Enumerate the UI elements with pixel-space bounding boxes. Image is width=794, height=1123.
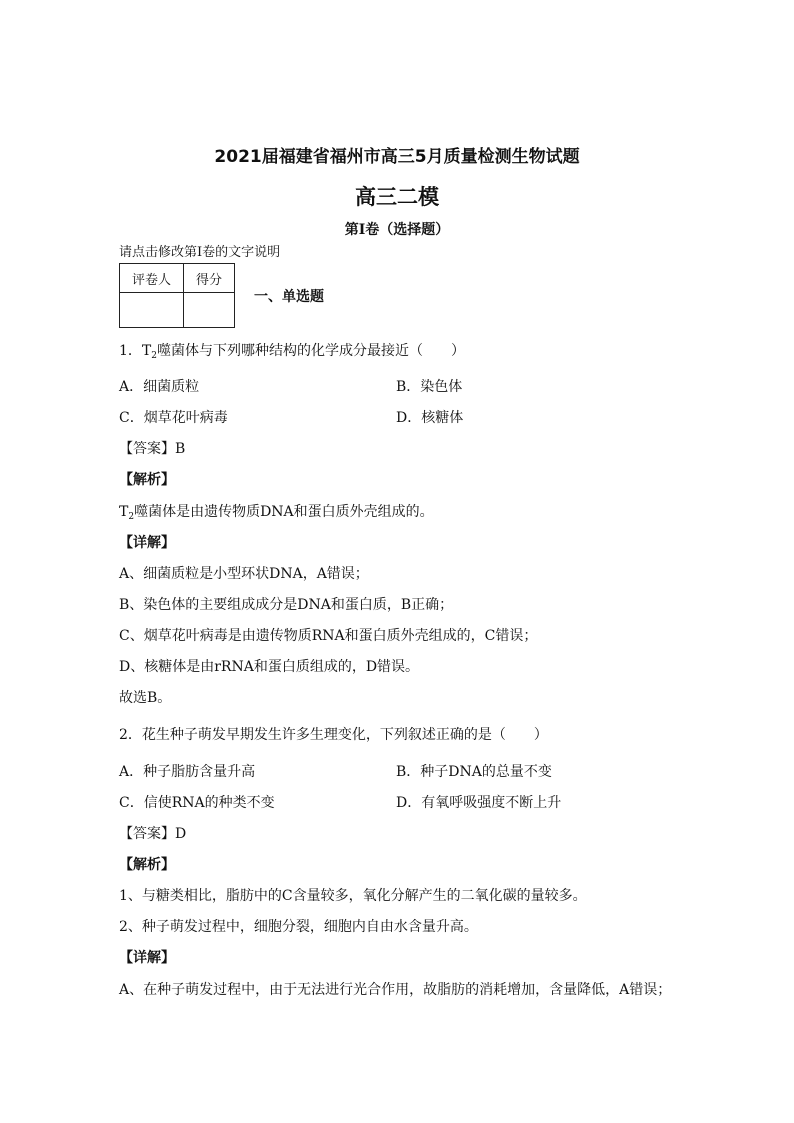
question-1-answer: 【答案】B bbox=[119, 441, 186, 457]
question-1-stem bbox=[119, 342, 465, 360]
score-table-grader-header: 评卷人 bbox=[120, 264, 184, 293]
question-1-option-d: D．核糖体 bbox=[396, 410, 464, 426]
question-1-option-c: C．烟草花叶病毒 bbox=[119, 410, 228, 426]
question-2-option-d: D．有氧呼吸强度不断上升 bbox=[396, 795, 562, 811]
question-2-stem: 2．花生种子萌发早期发生许多生理变化，下列叙述正确的是（ ） bbox=[119, 727, 548, 743]
question-1-option-a: A．细菌质粒 bbox=[119, 379, 200, 395]
question-2-option-c: C．信使RNA的种类不变 bbox=[119, 795, 275, 811]
question-1-detail-d: D、核糖体是由rRNA和蛋白质组成的，D错误。 bbox=[119, 659, 420, 675]
question-2-analysis-2: 2、种子萌发过程中，细胞分裂，细胞内自由水含量升高。 bbox=[119, 919, 478, 935]
question-1-detail-label: 【详解】 bbox=[119, 535, 175, 551]
volume-heading: 第I卷（选择题） bbox=[344, 222, 450, 238]
question-1-conclusion: 故选B。 bbox=[119, 690, 172, 706]
question-2-detail-label: 【详解】 bbox=[119, 950, 175, 966]
score-table-grader-cell bbox=[120, 293, 184, 328]
question-1-detail-a: A、细菌质粒是小型环状DNA，A错误； bbox=[119, 566, 369, 582]
document-subtitle: 高三二模 bbox=[355, 185, 439, 209]
question-1-option-b: B．染色体 bbox=[396, 379, 463, 395]
question-2-detail-a: A、在种子萌发过程中，由于无法进行光合作用，故脂肪的消耗增加，含量降低，A错误； bbox=[119, 982, 672, 998]
question-2-answer: 【答案】D bbox=[119, 826, 187, 842]
question-2-option-b: B．种子DNA的总量不变 bbox=[396, 764, 552, 780]
question-1-number: 1．T bbox=[119, 343, 152, 359]
question-1-analysis-t: T bbox=[119, 504, 129, 520]
question-2-option-a: A．种子脂肪含量升高 bbox=[119, 764, 256, 780]
question-1-text: 噬菌体与下列哪种结构的化学成分最接近（ ） bbox=[156, 343, 465, 359]
question-1-detail-b: B、染色体的主要组成成分是DNA和蛋白质，B正确； bbox=[119, 597, 454, 613]
score-table bbox=[119, 263, 235, 328]
question-1-analysis bbox=[119, 503, 434, 521]
question-1-analysis-subscript: 2 bbox=[128, 512, 135, 522]
question-1-detail-c: C、烟草花叶病毒是由遗传物质RNA和蛋白质外壳组成的，C错误； bbox=[119, 628, 538, 644]
volume-instruction: 请点击修改第I卷的文字说明 bbox=[119, 245, 281, 260]
question-1-analysis-label: 【解析】 bbox=[119, 472, 175, 488]
question-1-analysis-text: 噬菌体是由遗传物质DNA和蛋白质外壳组成的。 bbox=[134, 504, 434, 520]
question-2-analysis-1: 1、与糖类相比，脂肪中的C含量较多，氧化分解产生的二氧化碳的量较多。 bbox=[119, 888, 587, 904]
section-heading: 一、单选题 bbox=[254, 289, 324, 305]
question-1-subscript: 2 bbox=[151, 351, 157, 361]
document-title: 2021届福建省福州市高三5月质量检测生物试题 bbox=[214, 147, 580, 167]
score-table-score-header: 得分 bbox=[184, 264, 235, 293]
question-2-analysis-label: 【解析】 bbox=[119, 857, 175, 873]
score-table-score-cell bbox=[184, 293, 235, 328]
